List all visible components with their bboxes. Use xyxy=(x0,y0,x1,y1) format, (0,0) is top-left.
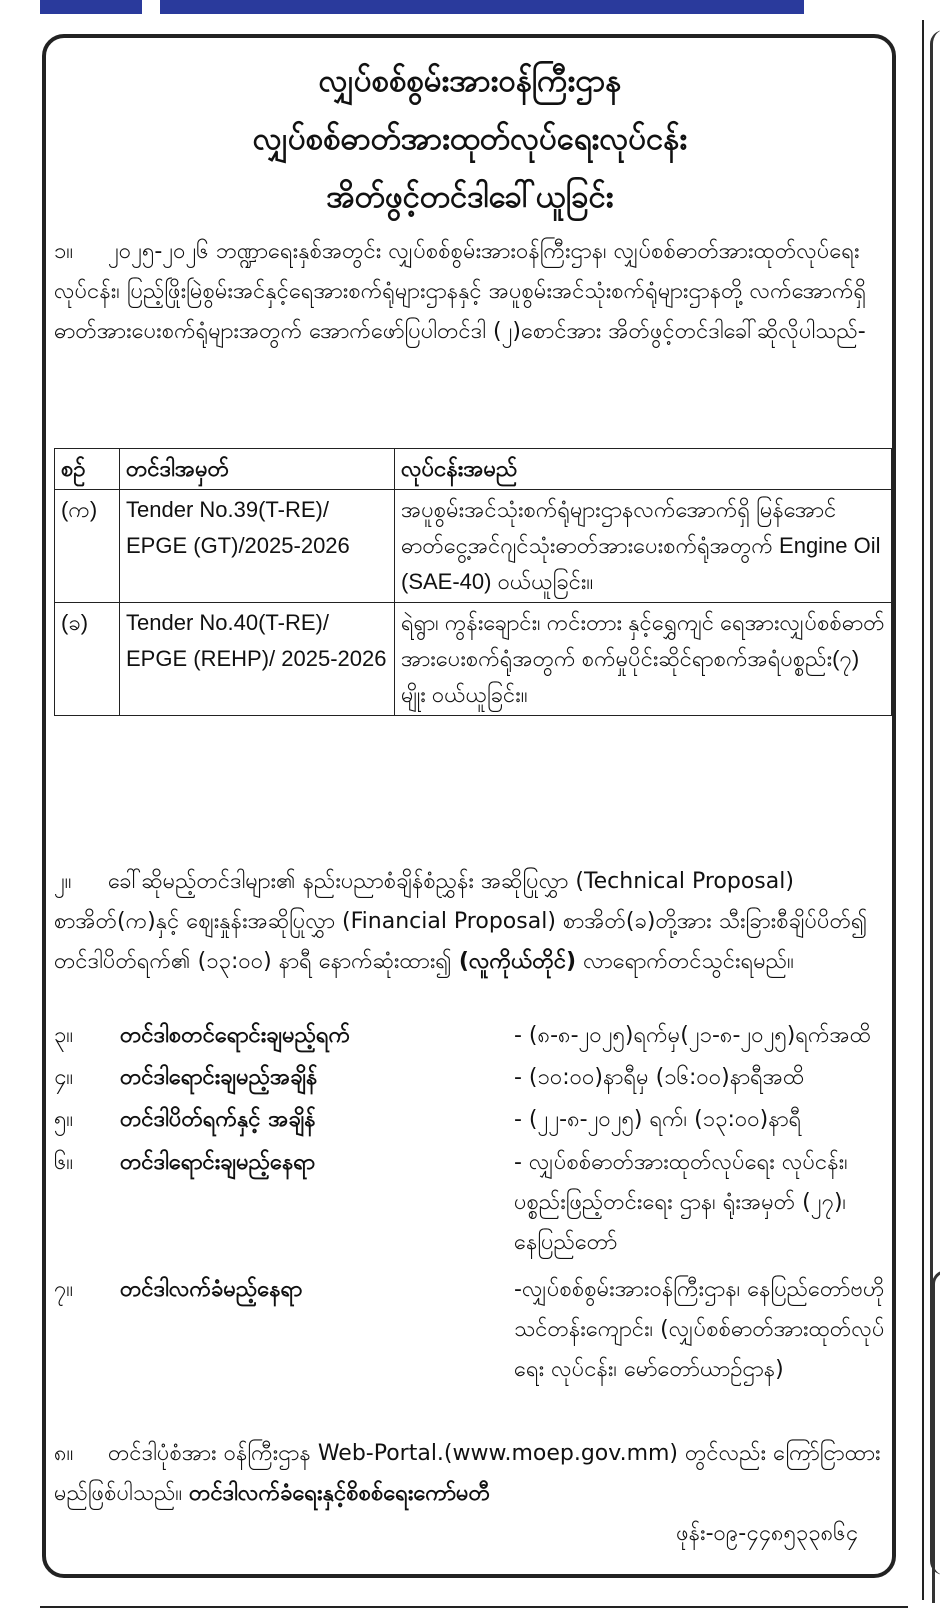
detail-label: တင်ဒါလက်ခံမည့်နေရာ xyxy=(120,1277,303,1302)
table-row xyxy=(55,490,892,603)
row-tender-no: Tender No.39(T-RE)/ EPGE (GT)/2025-2026 xyxy=(120,490,395,603)
column-divider xyxy=(922,20,924,1600)
header-tender-no: တင်ဒါအမှတ် xyxy=(120,449,395,490)
detail-value: - (၁၀:၀၀)နာရီမှ (၁၆:၀၀)နာရီအထိ xyxy=(514,1065,805,1090)
row-tender-no: Tender No.40(T-RE)/ EPGE (REHP)/ 2025-2026 xyxy=(120,603,395,716)
tender-table xyxy=(54,448,892,716)
paragraph-number: ၁။ xyxy=(54,239,74,264)
detail-value: - လျှပ်စစ်ဓာတ်အားထုတ်လုပ်ရေး လုပ်ငန်း၊ ပစ္စည်းဖြည့်တင်းရေး ဌာန၊ ရုံးအမှတ် (၂၇)၊ နေပြည်တော် xyxy=(514,1150,848,1255)
adjacent-article-border-lower xyxy=(932,1270,940,1603)
row-work-name: အပူစွမ်းအင်သုံးစက်ရုံများဌာနလက်အောက်ရှိ မြန်အောင်ဓာတ်ငွေ့အင်ဂျင်သုံးဓာတ်အားပေးစက်ရုံအတွက် Engine Oil (SAE-40) ဝယ်ယူခြင်း။ xyxy=(395,490,892,603)
paragraph-number: ၂။ xyxy=(54,869,72,894)
header-work-name: လုပ်ငန်းအမည် xyxy=(395,449,892,490)
ministry-title: လျှပ်စစ်စွမ်းအားဝန်ကြီးဌာန xyxy=(318,63,622,99)
detail-label: တင်ဒါရောင်းချမည့်နေရာ xyxy=(120,1150,316,1175)
committee-name: တင်ဒါလက်ခံရေးနှင့်စိစစ်ရေးကော်မတီ xyxy=(189,1481,490,1506)
row-work-name: ရဲရွာ၊ ကွန်းချောင်း၊ ကင်းတား နှင့်ရွှေကျင် ရေအားလျှပ်စစ်ဓာတ်အားပေးစက်ရုံအတွက် စက်မှုပိုင်းဆိုင်ရာစက်အရံပစ္စည်း(၇) မျိုး ဝယ်ယူခြင်း။ xyxy=(395,603,892,716)
paragraph-text: တင်ဒါပုံစံအား ဝန်ကြီးဌာန Web-Portal.(www.moep.gov.mm) တွင်လည်း ကြော်ငြာထားမည်ဖြစ်ပါသည်။ xyxy=(54,1441,881,1506)
paragraph-1 xyxy=(54,232,888,352)
detail-number: ၆။ xyxy=(54,1150,74,1175)
detail-number: ၅။ xyxy=(54,1107,74,1132)
paragraph-number: ၈။ xyxy=(54,1441,74,1466)
detail-value: - (၈-၈-၂၀၂၅)ရက်မှ(၂၁-၈-၂၀၂၅)ရက်အထိ xyxy=(514,1023,871,1048)
in-person-note: (လူကိုယ်တိုင်) xyxy=(458,949,577,974)
top-color-bar-right xyxy=(160,0,804,14)
detail-label: တင်ဒါပိတ်ရက်နှင့် အချိန် xyxy=(120,1107,316,1132)
top-color-bar-left xyxy=(40,0,142,14)
detail-value: - (၂၂-၈-၂၀၂၅) ရက်၊ (၁၃:၀၀)နာရီ xyxy=(514,1107,802,1132)
detail-number: ၃။ xyxy=(54,1023,74,1048)
notice-heading: အိတ်ဖွင့်တင်ဒါခေါ်ယူခြင်း xyxy=(326,179,614,215)
table-row xyxy=(55,603,892,716)
paragraph-text-end: လာရောက်တင်သွင်းရမည်။ xyxy=(576,949,794,974)
detail-value: -လျှပ်စစ်စွမ်းအားဝန်ကြီးဌာန၊ နေပြည်တော်ဗဟိုသင်တန်းကျောင်း၊ (လျှပ်စစ်ဓာတ်အားထုတ်လုပ်ရေး လုပ်ငန်း၊ မော်တော်ယာဉ်ဌာန) xyxy=(514,1277,885,1382)
table-header-row xyxy=(55,449,892,490)
detail-label: တင်ဒါစတင်ရောင်းချမည့်ရက် xyxy=(120,1023,351,1048)
paragraph-text: ခေါ်ဆိုမည့်တင်ဒါများ၏ နည်းပညာစံချိန်စံညွှန်း အဆိုပြုလွှာ (Technical Proposal) စာအိတ်(က)နှင့် ဈေးနှုန်းအဆိုပြုလွှာ (Financial Proposal) စာအိတ်(ခ)တို့အား သီးခြားစီချိပ်ပိတ်၍ တင်ဒါပိတ်ရက်၏ (၁၃:၀၀) နာရီ နောက်ဆုံးထား၍ xyxy=(54,869,868,974)
detail-number: ၄။ xyxy=(54,1065,74,1090)
enterprise-title: လျှပ်စစ်ဓာတ်အားထုတ်လုပ်ရေးလုပ်ငန်း xyxy=(252,121,688,157)
detail-label: တင်ဒါရောင်းချမည့်အချိန် xyxy=(120,1065,318,1090)
header-serial: စဉ် xyxy=(55,449,120,490)
paragraph-8 xyxy=(54,1434,888,1554)
paragraph-text: ၂၀၂၅-၂၀၂၆ ဘဏ္ဍာရေးနှစ်အတွင်း လျှပ်စစ်စွမ်းအားဝန်ကြီးဌာန၊ လျှပ်စစ်ဓာတ်အားထုတ်လုပ်ရေးလုပ်ငန်း၊ ပြည့်ဖြိုးမြဲစွမ်းအင်နှင့်ရေအားစက်ရုံများဌာနနှင့် အပူစွမ်းအင်သုံးစက်ရုံများဌာနတို့ လက်အောက်ရှိ ဓာတ်အားပေးစက်ရုံများအတွက် အောက်ဖော်ပြပါတင်ဒါ (၂)စောင်အား အိတ်ဖွင့်တင်ဒါခေါ်ဆိုလိုပါသည်- xyxy=(54,239,867,344)
bottom-rule xyxy=(40,1606,908,1608)
detail-number: ၇။ xyxy=(54,1277,74,1302)
paragraph-2 xyxy=(54,862,888,982)
row-serial: (က) xyxy=(55,490,120,603)
phone-number: ဖုန်း-၀၉-၄၄၈၅၃၃၈၆၄ xyxy=(676,1521,858,1546)
row-serial: (ခ) xyxy=(55,603,120,716)
